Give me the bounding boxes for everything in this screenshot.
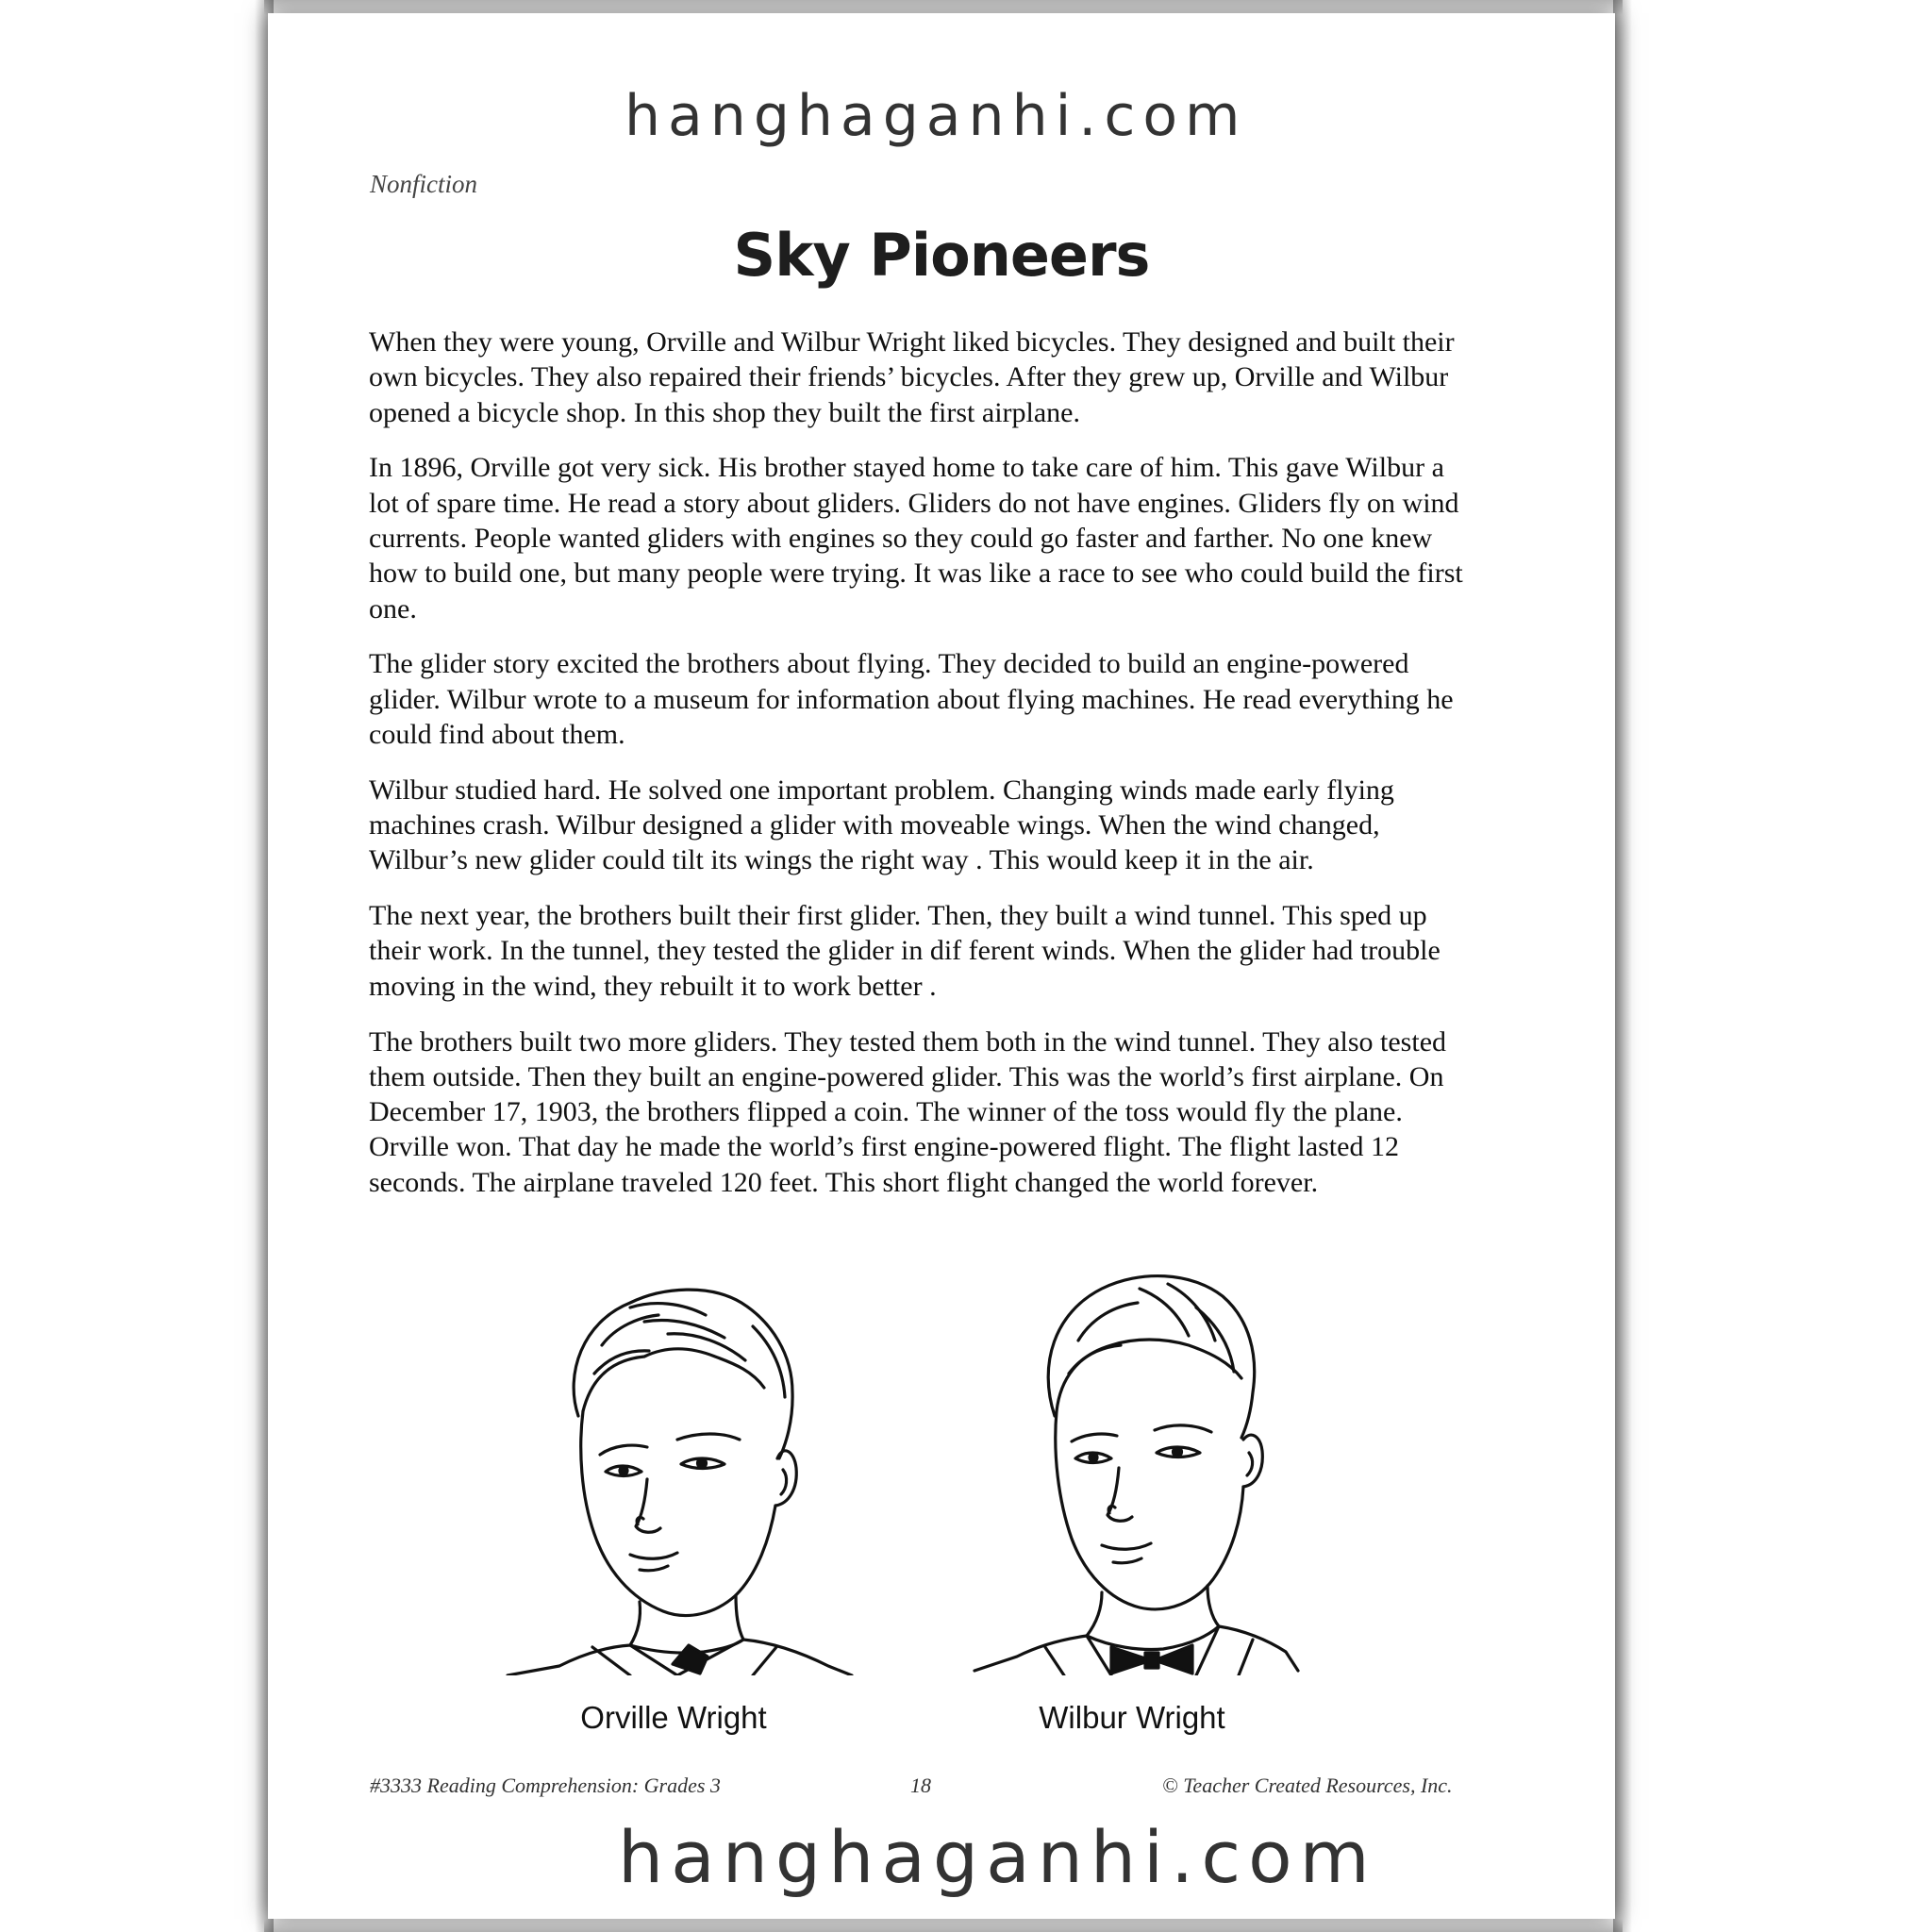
paragraph-1: When they were young, Orville and Wilbur Wright liked bicycles. They designed and built their own bicycles. They also repaired their friends’ bicycles. After they grew up, Orville and Wilbur opened a bicycle shop. In this shop they built the first airplane. — [369, 326, 1455, 428]
paragraph-5: The next year, the brothers built their first glider. Then, they built a wind tunnel. This sped up their work. In the tunnel, they tested the glider in dif ferent winds. When the glider had trouble moving in the wind, they rebuilt it to work better . — [369, 900, 1441, 1002]
watermark-bottom: hanghaganhi.com — [618, 1815, 1377, 1899]
genre-label: Nonfiction — [370, 170, 477, 198]
page-title: Sky Pioneers — [733, 221, 1150, 290]
paragraph-6: The brothers built two more gliders. They tested them both in the wind tunnel. They also tested them outside. Then they built an engine-powered glider. This was the world’s first airplane. On December 17, 1903, the brothers flipped a coin. The winner of the toss would fly the plane. Orville won. That day he made the world’s first engine-powered flight. The flight lasted 12 seconds. The airplane traveled 120 feet. This short flight changed the world forever. — [369, 1025, 1447, 1198]
orville-caption: Orville Wright — [580, 1700, 767, 1735]
paragraph-2: In 1896, Orville got very sick. His brother stayed home to take care of him. This gave Wilbur a lot of spare time. He read a story about gliders. Gliders do not have engines. Gliders fly on wind currents. People wanted gliders with engines so they could go faster and farther. No one knew how to build one, but many people were trying. It was like a race to see who could build the first one. — [369, 452, 1463, 625]
footer-page-number: 18 — [910, 1774, 931, 1797]
footer-copyright: © Teacher Created Resources, Inc. — [1162, 1774, 1453, 1797]
footer-book-title: #3333 Reading Comprehension: Grades 3 — [370, 1774, 721, 1797]
orville-portrait-icon — [489, 1270, 857, 1675]
page-shadow-right — [1613, 0, 1632, 1932]
paragraph-3: The glider story excited the brothers about flying. They decided to build an engine-powered glider. Wilbur wrote to a museum for information about flying machines. He read everything he could find about them. — [369, 648, 1454, 750]
page-shadow-bottom — [264, 1919, 1623, 1932]
paragraph-4: Wilbur studied hard. He solved one important problem. Changing winds made early flying machines crash. Wilbur designed a glider with moveable wings. When the wind changed, Wilbur’s new glider could tilt its wings the right way . This would keep it in the air. — [369, 774, 1394, 876]
article-body — [369, 325, 1477, 1221]
wilbur-caption: Wilbur Wright — [1039, 1700, 1225, 1735]
watermark-top: hanghaganhi.com — [625, 83, 1248, 149]
wilbur-portrait-icon — [970, 1251, 1300, 1675]
